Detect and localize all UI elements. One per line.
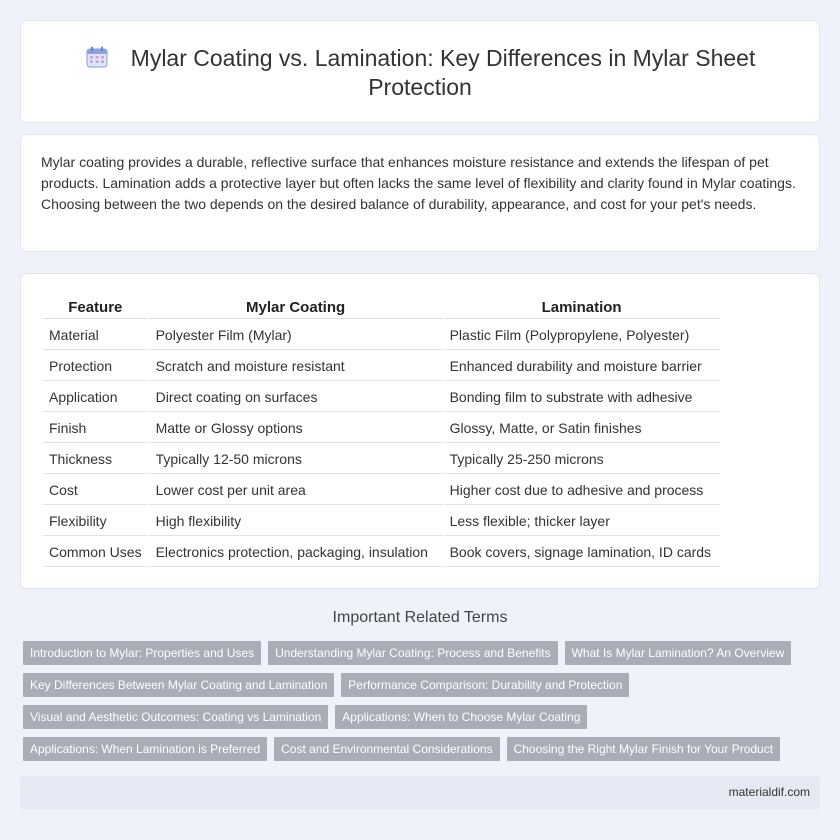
table-cell: Enhanced durability and moisture barrier (444, 352, 720, 381)
header-mylar-coating: Mylar Coating (150, 296, 442, 319)
related-term-link[interactable]: Performance Comparison: Durability and Protection (341, 673, 629, 697)
related-term-link[interactable]: Understanding Mylar Coating: Process and Benefits (268, 641, 557, 665)
table-cell: Application (43, 383, 148, 412)
related-term-link[interactable]: Applications: When Lamination is Preferred (23, 737, 267, 761)
table-cell: Lower cost per unit area (150, 476, 442, 505)
table-cell: Less flexible; thicker layer (444, 507, 720, 536)
related-term-link[interactable]: Visual and Aesthetic Outcomes: Coating vs Lamination (23, 705, 328, 729)
related-term-link[interactable]: Cost and Environmental Considerations (274, 737, 499, 761)
header-feature: Feature (43, 296, 148, 319)
table-cell: Flexibility (43, 507, 148, 536)
related-term-link[interactable]: Key Differences Between Mylar Coating and Lamination (23, 673, 334, 697)
table-cell: Common Uses (43, 538, 148, 567)
table-cell: Higher cost due to adhesive and process (444, 476, 720, 505)
table-cell: Typically 25-250 microns (444, 445, 720, 474)
page-title: Mylar Coating vs. Lamination: Key Differences in Mylar Sheet Protection (130, 45, 756, 100)
footer (20, 776, 820, 809)
table-cell: Protection (43, 352, 148, 381)
table-cell: Finish (43, 414, 148, 443)
table-row (43, 321, 720, 350)
related-terms-title: Important Related Terms (332, 609, 508, 626)
related-term-link[interactable]: Introduction to Mylar: Properties and Uses (23, 641, 261, 665)
table-row (43, 352, 720, 381)
table-row (43, 383, 720, 412)
table-cell: Material (43, 321, 148, 350)
table-cell: Scratch and moisture resistant (150, 352, 442, 381)
table-cell: High flexibility (150, 507, 442, 536)
table-cell: Typically 12-50 microns (150, 445, 442, 474)
table-row (43, 538, 720, 567)
table-cell: Matte or Glossy options (150, 414, 442, 443)
related-term-link[interactable]: Choosing the Right Mylar Finish for Your Product (507, 737, 780, 761)
comparison-table (41, 294, 722, 569)
header-lamination: Lamination (444, 296, 720, 319)
table-row (43, 414, 720, 443)
table-row (43, 507, 720, 536)
calendar-icon (85, 45, 109, 69)
table-cell: Electronics protection, packaging, insulation (150, 538, 442, 567)
table-cell: Cost (43, 476, 148, 505)
table-cell: Glossy, Matte, or Satin finishes (444, 414, 720, 443)
table-cell: Direct coating on surfaces (150, 383, 442, 412)
table-cell: Plastic Film (Polypropylene, Polyester) (444, 321, 720, 350)
related-terms-list (23, 641, 813, 761)
title-card (20, 20, 820, 123)
footer-site-link[interactable]: materialdif.com (728, 785, 810, 799)
table-header-row (43, 296, 720, 319)
related-term-link[interactable]: What Is Mylar Lamination? An Overview (565, 641, 792, 665)
table-cell: Bonding film to substrate with adhesive (444, 383, 720, 412)
intro-card (20, 134, 820, 252)
table-cell: Polyester Film (Mylar) (150, 321, 442, 350)
intro-paragraph: Mylar coating provides a durable, reflective surface that enhances moisture resistance and extends the lifespan of pet products. Lamination adds a protective layer but often lacks the same level of flexibility and clarity found in Mylar coatings. Choosing between the two depends on the desired balance of durability, appearance, and cost for your pet's needs. (41, 154, 796, 212)
table-row (43, 445, 720, 474)
comparison-card (20, 273, 820, 589)
table-cell: Book covers, signage lamination, ID cards (444, 538, 720, 567)
table-cell: Thickness (43, 445, 148, 474)
related-term-link[interactable]: Applications: When to Choose Mylar Coating (335, 705, 587, 729)
page-title-wrap (61, 44, 779, 102)
table-row (43, 476, 720, 505)
